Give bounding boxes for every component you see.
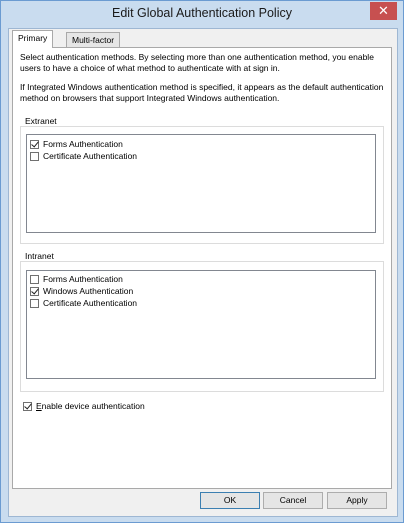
close-button[interactable] <box>370 2 397 20</box>
tab-multi-factor[interactable]: Multi-factor <box>66 32 120 48</box>
cancel-button[interactable]: Cancel <box>263 492 323 509</box>
close-icon: ✕ <box>378 3 389 18</box>
tab-panel-primary <box>12 47 392 489</box>
extranet-group <box>20 116 384 244</box>
tab-primary[interactable]: Primary <box>12 30 53 48</box>
checkbox-unchecked-icon[interactable] <box>30 152 39 161</box>
checkbox-unchecked-icon[interactable] <box>30 275 39 284</box>
intranet-group <box>20 251 384 392</box>
window-title: Edit Global Authentication Policy <box>112 6 292 20</box>
intranet-group-label: Intranet <box>25 251 54 261</box>
enable-device-authentication[interactable] <box>23 400 145 412</box>
checkbox-checked-icon[interactable] <box>30 140 39 149</box>
intranet-certificate-authentication[interactable]: Certificate Authentication <box>30 297 137 309</box>
extranet-forms-authentication[interactable]: Forms Authentication <box>30 138 123 150</box>
apply-button[interactable]: Apply <box>327 492 387 509</box>
extranet-group-label: Extranet <box>25 116 57 126</box>
title-bar[interactable] <box>1 1 403 27</box>
checkbox-checked-icon[interactable] <box>23 402 32 411</box>
intranet-method-list[interactable] <box>26 270 376 379</box>
extranet-method-list[interactable] <box>26 134 376 233</box>
ok-button[interactable]: OK <box>200 492 260 509</box>
intro-text: Select authentication methods. By selecting more than one authentication method, you enable users to have a choice of what method to authenticate with at sign in. <box>20 52 374 73</box>
dialog-client-area <box>8 28 398 517</box>
intranet-forms-authentication[interactable]: Forms Authentication <box>30 273 123 285</box>
checkbox-checked-icon[interactable] <box>30 287 39 296</box>
integrated-windows-note: If Integrated Windows authentication method is specified, it appears as the default authentication method on browsers that support Integrated Windows authentication. <box>20 82 384 103</box>
extranet-certificate-authentication[interactable]: Certificate Authentication <box>30 150 137 162</box>
intranet-windows-authentication[interactable]: Windows Authentication <box>30 285 133 297</box>
checkbox-unchecked-icon[interactable] <box>30 299 39 308</box>
enable-device-authentication-label: Enable device authentication <box>36 401 145 411</box>
